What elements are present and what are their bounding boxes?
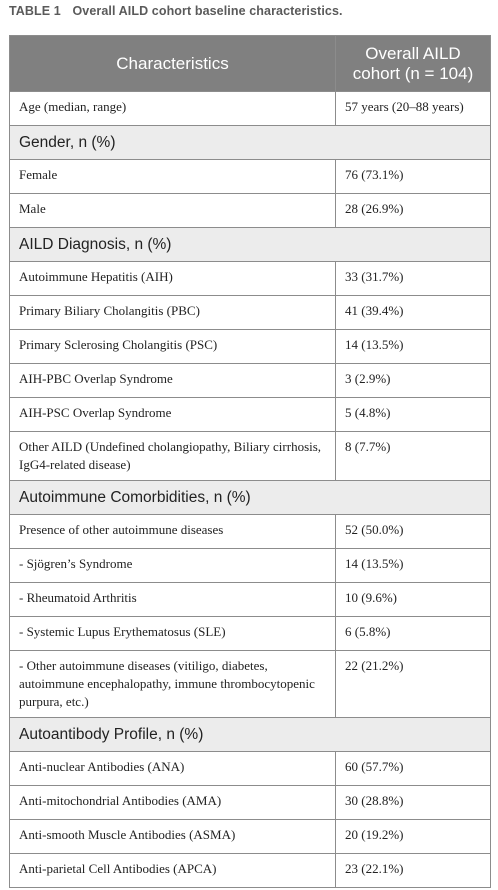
table-row xyxy=(10,330,491,364)
table-row xyxy=(10,854,491,888)
section-row xyxy=(10,228,491,262)
value-cell: 5 (4.8%) xyxy=(336,398,491,432)
value-cell: 22 (21.2%) xyxy=(336,651,491,718)
characteristic-cell: - Sjögren’s Syndrome xyxy=(10,549,336,583)
value-cell: 60 (57.7%) xyxy=(336,752,491,786)
table-row xyxy=(10,515,491,549)
header-characteristics: Characteristics xyxy=(10,36,336,92)
table-caption xyxy=(9,4,343,18)
table-row xyxy=(10,262,491,296)
table-row xyxy=(10,617,491,651)
section-row xyxy=(10,126,491,160)
value-cell: 8 (7.7%) xyxy=(336,432,491,481)
table-row xyxy=(10,398,491,432)
value-cell: 52 (50.0%) xyxy=(336,515,491,549)
table-row xyxy=(10,194,491,228)
characteristic-cell: Anti-nuclear Antibodies (ANA) xyxy=(10,752,336,786)
section-label: Autoimmune Comorbidities, n (%) xyxy=(10,481,491,515)
characteristic-cell: Autoimmune Hepatitis (AIH) xyxy=(10,262,336,296)
value-cell: 23 (22.1%) xyxy=(336,854,491,888)
value-cell: 14 (13.5%) xyxy=(336,549,491,583)
characteristic-cell: AIH-PBC Overlap Syndrome xyxy=(10,364,336,398)
characteristic-cell: Age (median, range) xyxy=(10,92,336,126)
baseline-characteristics-table xyxy=(9,35,491,888)
table-row xyxy=(10,364,491,398)
characteristic-cell: Anti-smooth Muscle Antibodies (ASMA) xyxy=(10,820,336,854)
value-cell: 6 (5.8%) xyxy=(336,617,491,651)
characteristic-cell: Other AILD (Undefined cholangiopathy, Biliary cirrhosis, IgG4-related disease) xyxy=(10,432,336,481)
value-cell: 10 (9.6%) xyxy=(336,583,491,617)
value-cell: 20 (19.2%) xyxy=(336,820,491,854)
section-label: Autoantibody Profile, n (%) xyxy=(10,718,491,752)
characteristic-cell: AIH-PSC Overlap Syndrome xyxy=(10,398,336,432)
value-cell: 76 (73.1%) xyxy=(336,160,491,194)
value-cell: 41 (39.4%) xyxy=(336,296,491,330)
section-row xyxy=(10,718,491,752)
table-row xyxy=(10,92,491,126)
table-row xyxy=(10,786,491,820)
characteristic-cell: - Systemic Lupus Erythematosus (SLE) xyxy=(10,617,336,651)
section-label: Gender, n (%) xyxy=(10,126,491,160)
table-row xyxy=(10,549,491,583)
table-caption-label: TABLE 1 xyxy=(9,4,61,18)
value-cell: 14 (13.5%) xyxy=(336,330,491,364)
characteristic-cell: Primary Biliary Cholangitis (PBC) xyxy=(10,296,336,330)
characteristic-cell: - Other autoimmune diseases (vitiligo, diabetes, autoimmune encephalopathy, immune thrombocytopenic purpura, etc.) xyxy=(10,651,336,718)
table-row xyxy=(10,583,491,617)
table-row xyxy=(10,820,491,854)
header-overall-cohort xyxy=(336,36,491,92)
characteristic-cell: Anti-mitochondrial Antibodies (AMA) xyxy=(10,786,336,820)
characteristic-cell: Primary Sclerosing Cholangitis (PSC) xyxy=(10,330,336,364)
table-row xyxy=(10,432,491,481)
value-cell: 28 (26.9%) xyxy=(336,194,491,228)
value-cell: 30 (28.8%) xyxy=(336,786,491,820)
section-label: AILD Diagnosis, n (%) xyxy=(10,228,491,262)
table-body xyxy=(10,92,491,888)
table-row xyxy=(10,752,491,786)
value-cell: 3 (2.9%) xyxy=(336,364,491,398)
characteristic-cell: Female xyxy=(10,160,336,194)
header-overall-line1: Overall AILD xyxy=(365,43,461,63)
value-cell: 57 years (20–88 years) xyxy=(336,92,491,126)
section-row xyxy=(10,481,491,515)
table-row xyxy=(10,296,491,330)
characteristic-cell: Anti-parietal Cell Antibodies (APCA) xyxy=(10,854,336,888)
characteristic-cell: Male xyxy=(10,194,336,228)
characteristic-cell: - Rheumatoid Arthritis xyxy=(10,583,336,617)
table-row xyxy=(10,160,491,194)
table-caption-title: Overall AILD cohort baseline characteristics. xyxy=(72,4,343,18)
header-overall-line2: cohort (n = 104) xyxy=(352,63,474,83)
table-row xyxy=(10,651,491,718)
characteristic-cell: Presence of other autoimmune diseases xyxy=(10,515,336,549)
value-cell: 33 (31.7%) xyxy=(336,262,491,296)
table-header-row xyxy=(10,36,491,92)
